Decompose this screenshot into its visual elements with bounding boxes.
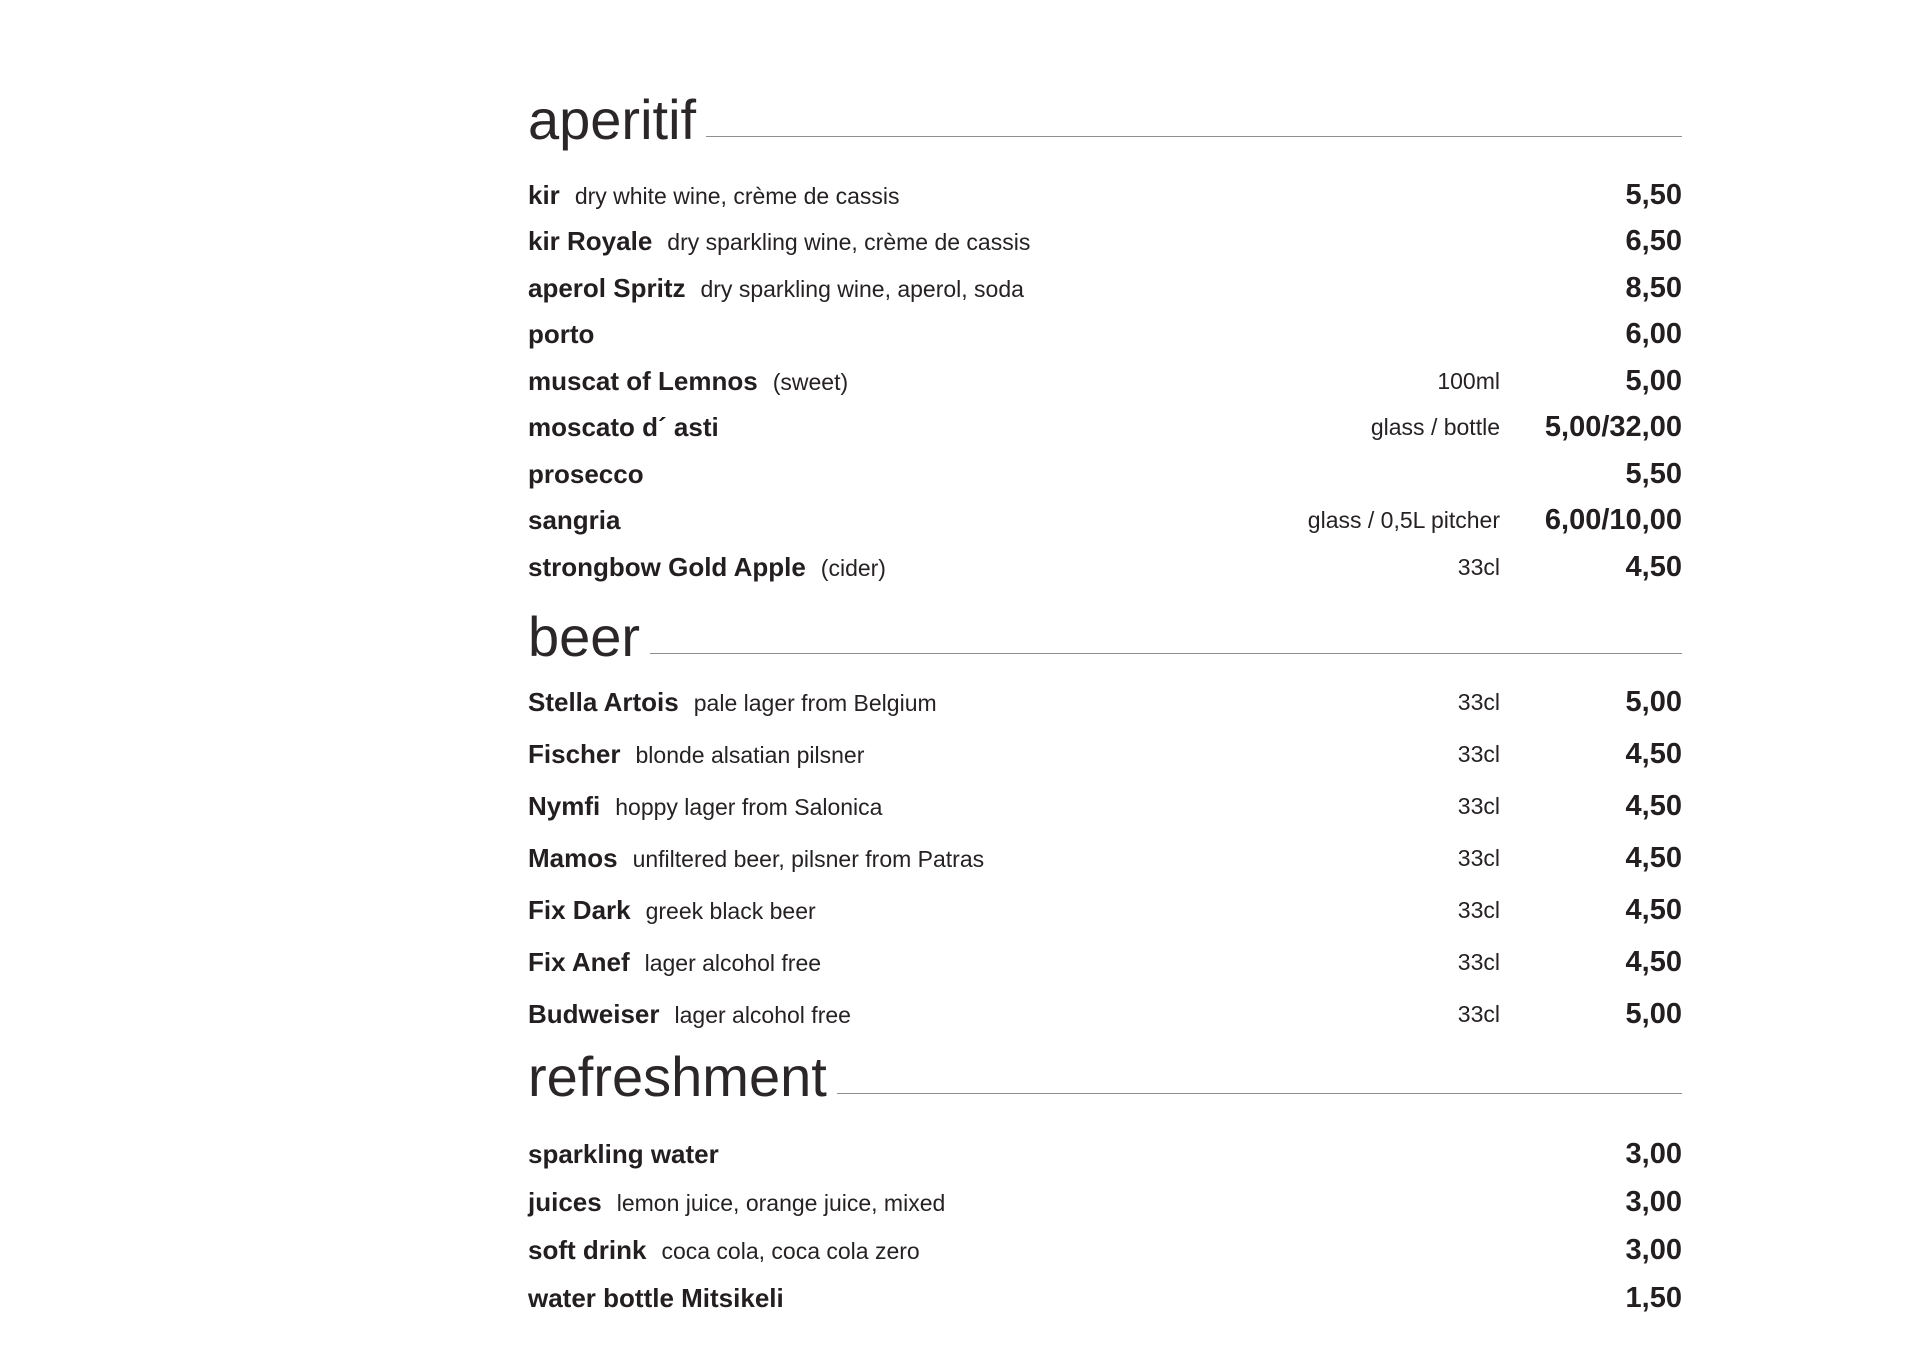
item-main	[528, 552, 1458, 583]
item-main	[528, 739, 1458, 770]
item-description: pale lager from Belgium	[693, 690, 937, 716]
menu-item-row	[528, 677, 1682, 729]
item-main	[528, 273, 1500, 304]
item-price: 4,50	[1625, 894, 1682, 926]
item-name: Fix Anef	[528, 947, 630, 977]
item-name: Fischer	[528, 739, 621, 769]
item-main	[528, 459, 1500, 490]
item-name: kir Royale	[528, 226, 653, 257]
menu-item-row	[528, 451, 1682, 498]
item-name: strongbow Gold Apple	[528, 551, 806, 582]
item-main	[528, 895, 1458, 926]
section-header	[528, 604, 1682, 668]
item-size: glass / bottle	[1370, 414, 1500, 441]
item-size: 33cl	[1457, 793, 1500, 819]
section-rows	[528, 1131, 1682, 1323]
item-description: lemon juice, orange juice, mixed	[616, 1190, 946, 1216]
item-price: 3,00	[1625, 1234, 1682, 1266]
section-rule-line	[706, 136, 1682, 137]
item-main	[528, 687, 1458, 718]
item-description: (sweet)	[772, 368, 849, 395]
item-name: sparkling water	[528, 1139, 719, 1169]
item-size: 33cl	[1457, 741, 1500, 767]
menu-item-row	[528, 265, 1682, 312]
item-description: blonde alsatian pilsner	[635, 742, 865, 768]
item-name: juices	[528, 1187, 602, 1217]
item-price: 4,50	[1625, 946, 1682, 978]
item-price: 5,50	[1625, 457, 1682, 490]
item-price: 5,00	[1625, 998, 1682, 1030]
item-price: 5,50	[1625, 178, 1682, 211]
item-description: dry sparkling wine, aperol, soda	[700, 275, 1024, 302]
menu-item-row	[528, 219, 1682, 266]
menu-section	[528, 1044, 1682, 1323]
section-rule-line	[837, 1093, 1682, 1094]
item-price: 4,50	[1625, 550, 1682, 583]
item-description: greek black beer	[645, 898, 816, 924]
item-description: lager alcohol free	[674, 1002, 851, 1028]
menu-item-row	[528, 172, 1682, 219]
item-size: 33cl	[1457, 553, 1500, 580]
item-main	[528, 412, 1371, 443]
item-main	[528, 319, 1500, 350]
item-name: muscat of Lemnos	[528, 365, 758, 396]
item-price: 5,00/32,00	[1544, 411, 1682, 444]
item-size: 33cl	[1457, 845, 1500, 871]
item-price: 6,00/10,00	[1544, 504, 1682, 537]
item-price: 4,50	[1625, 790, 1682, 822]
menu-item-row	[528, 1227, 1682, 1275]
item-main	[528, 999, 1458, 1030]
item-price: 6,00	[1625, 318, 1682, 351]
menu-item-row	[528, 544, 1682, 591]
item-main	[528, 505, 1308, 536]
item-size: 100ml	[1437, 367, 1500, 394]
item-main	[528, 1139, 1500, 1170]
item-main	[528, 180, 1500, 211]
menu-item-row	[528, 1275, 1682, 1323]
item-name: Mamos	[528, 843, 618, 873]
item-main	[528, 1235, 1500, 1266]
item-description: unfiltered beer, pilsner from Patras	[632, 846, 985, 872]
item-main	[528, 947, 1458, 978]
item-size: 33cl	[1457, 897, 1500, 923]
item-price: 6,50	[1625, 225, 1682, 258]
menu-item-row	[528, 833, 1682, 885]
item-price: 5,00	[1625, 686, 1682, 718]
item-price: 4,50	[1625, 738, 1682, 770]
menu-section	[528, 604, 1682, 1041]
menu-item-row	[528, 989, 1682, 1041]
section-header	[528, 88, 1682, 151]
menu-item-row	[528, 312, 1682, 359]
item-name: sangria	[528, 505, 621, 536]
item-name: Stella Artois	[528, 687, 679, 717]
section-title: aperitif	[528, 88, 697, 151]
item-name: aperol Spritz	[528, 272, 686, 303]
item-name: Nymfi	[528, 791, 601, 821]
item-description: hoppy lager from Salonica	[615, 794, 883, 820]
item-main	[528, 226, 1500, 257]
section-rows	[528, 677, 1682, 1041]
menu-item-row	[528, 729, 1682, 781]
item-name: water bottle Mitsikeli	[528, 1283, 784, 1313]
section-header	[528, 1044, 1682, 1108]
item-price: 5,00	[1625, 364, 1682, 397]
item-price: 4,50	[1625, 842, 1682, 874]
item-price: 3,00	[1625, 1138, 1682, 1170]
item-description: dry sparkling wine, crème de cassis	[667, 229, 1031, 256]
item-description: dry white wine, crème de cassis	[574, 182, 900, 209]
item-main	[528, 843, 1458, 874]
section-title: beer	[528, 604, 641, 668]
menu-section	[528, 88, 1682, 591]
item-size: 33cl	[1457, 949, 1500, 975]
item-name: Fix Dark	[528, 895, 631, 925]
item-name: kir	[528, 179, 560, 210]
item-size: 33cl	[1457, 689, 1500, 715]
item-name: soft drink	[528, 1235, 647, 1265]
menu-content	[528, 88, 1682, 1323]
item-main	[528, 1283, 1500, 1314]
item-name: porto	[528, 319, 595, 350]
section-rule-line	[650, 653, 1682, 654]
menu-item-row	[528, 405, 1682, 452]
item-size: 33cl	[1457, 1001, 1500, 1027]
menu-item-row	[528, 885, 1682, 937]
item-price: 8,50	[1625, 271, 1682, 304]
menu-item-row	[528, 937, 1682, 989]
section-rows	[528, 172, 1682, 591]
item-main	[528, 1187, 1500, 1218]
item-price: 1,50	[1625, 1282, 1682, 1314]
item-main	[528, 791, 1458, 822]
item-description: (cider)	[820, 554, 886, 581]
item-name: moscato d´ asti	[528, 412, 719, 443]
menu-item-row	[528, 358, 1682, 405]
item-price: 3,00	[1625, 1186, 1682, 1218]
item-size: glass / 0,5L pitcher	[1307, 507, 1500, 534]
menu-item-row	[528, 498, 1682, 545]
menu-item-row	[528, 1131, 1682, 1179]
item-description: lager alcohol free	[644, 950, 822, 976]
item-name: prosecco	[528, 458, 644, 489]
menu-item-row	[528, 781, 1682, 833]
item-main	[528, 366, 1437, 397]
item-name: Budweiser	[528, 999, 660, 1029]
menu-item-row	[528, 1179, 1682, 1227]
section-title: refreshment	[528, 1044, 827, 1108]
item-description: coca cola, coca cola zero	[661, 1238, 920, 1264]
